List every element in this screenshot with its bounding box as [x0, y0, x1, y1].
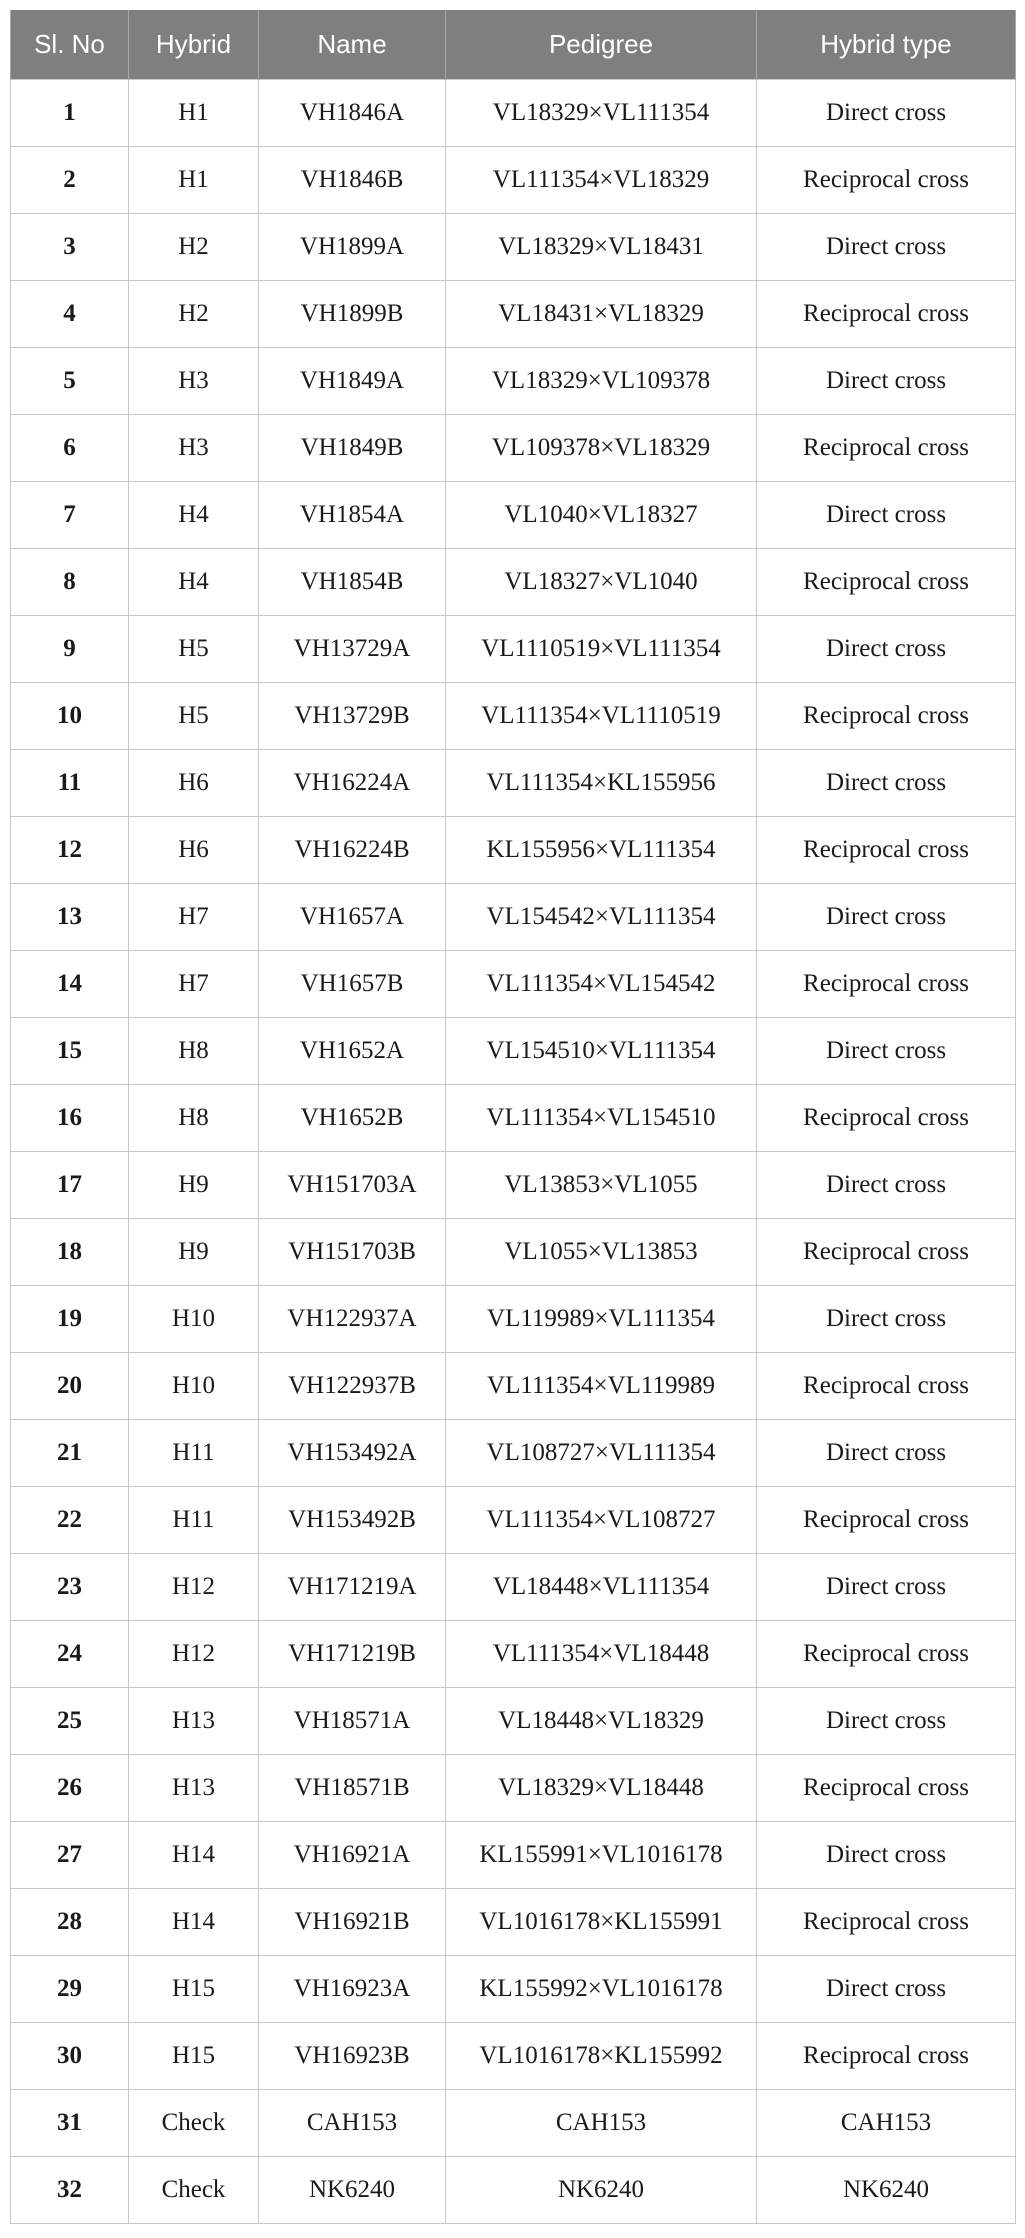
cell-name: VH13729B — [259, 683, 446, 750]
table-row — [11, 750, 1016, 817]
cell-hybrid-type: Reciprocal cross — [757, 2023, 1016, 2090]
cell-hybrid-type: Reciprocal cross — [757, 951, 1016, 1018]
cell-pedigree: NK6240 — [446, 2157, 757, 2224]
cell-hybrid: H4 — [129, 549, 259, 616]
table-row — [11, 80, 1016, 147]
cell-hybrid-type: Direct cross — [757, 482, 1016, 549]
cell-name: VH16224B — [259, 817, 446, 884]
cell-hybrid: H1 — [129, 147, 259, 214]
cell-pedigree: VL119989×VL111354 — [446, 1286, 757, 1353]
cell-name: VH18571A — [259, 1688, 446, 1755]
cell-pedigree: VL13853×VL1055 — [446, 1152, 757, 1219]
cell-name: VH171219A — [259, 1554, 446, 1621]
cell-name: VH1849A — [259, 348, 446, 415]
cell-pedigree: VL18329×VL18448 — [446, 1755, 757, 1822]
header-hybrid: Hybrid — [129, 10, 259, 80]
cell-name: VH1899B — [259, 281, 446, 348]
cell-hybrid: H10 — [129, 1286, 259, 1353]
cell-sl-no: 5 — [11, 348, 129, 415]
table-row — [11, 2090, 1016, 2157]
table-row — [11, 2157, 1016, 2224]
cell-name: VH1652A — [259, 1018, 446, 1085]
cell-sl-no: 2 — [11, 147, 129, 214]
cell-hybrid: H9 — [129, 1152, 259, 1219]
cell-pedigree: KL155992×VL1016178 — [446, 1956, 757, 2023]
cell-hybrid-type: Direct cross — [757, 1956, 1016, 2023]
table-row — [11, 1554, 1016, 1621]
cell-hybrid: Check — [129, 2157, 259, 2224]
cell-sl-no: 9 — [11, 616, 129, 683]
cell-sl-no: 16 — [11, 1085, 129, 1152]
cell-sl-no: 8 — [11, 549, 129, 616]
cell-pedigree: VL154542×VL111354 — [446, 884, 757, 951]
cell-name: VH16921B — [259, 1889, 446, 1956]
cell-pedigree: VL1055×VL13853 — [446, 1219, 757, 1286]
cell-hybrid: Check — [129, 2090, 259, 2157]
cell-hybrid: H13 — [129, 1755, 259, 1822]
cell-pedigree: VL1040×VL18327 — [446, 482, 757, 549]
table-row — [11, 616, 1016, 683]
cell-hybrid-type: Direct cross — [757, 1152, 1016, 1219]
cell-pedigree: VL111354×VL154542 — [446, 951, 757, 1018]
cell-sl-no: 17 — [11, 1152, 129, 1219]
cell-sl-no: 12 — [11, 817, 129, 884]
cell-hybrid-type: NK6240 — [757, 2157, 1016, 2224]
cell-sl-no: 31 — [11, 2090, 129, 2157]
cell-hybrid-type: Direct cross — [757, 1554, 1016, 1621]
cell-hybrid-type: Reciprocal cross — [757, 1755, 1016, 1822]
cell-sl-no: 29 — [11, 1956, 129, 2023]
cell-sl-no: 22 — [11, 1487, 129, 1554]
cell-name: VH16923A — [259, 1956, 446, 2023]
cell-name: VH1854A — [259, 482, 446, 549]
cell-hybrid-type: Direct cross — [757, 1420, 1016, 1487]
cell-pedigree: KL155991×VL1016178 — [446, 1822, 757, 1889]
cell-name: VH1846B — [259, 147, 446, 214]
cell-sl-no: 23 — [11, 1554, 129, 1621]
cell-sl-no: 3 — [11, 214, 129, 281]
cell-pedigree: VL111354×VL108727 — [446, 1487, 757, 1554]
cell-hybrid-type: Direct cross — [757, 1018, 1016, 1085]
cell-hybrid: H4 — [129, 482, 259, 549]
cell-pedigree: VL18448×VL18329 — [446, 1688, 757, 1755]
header-hybrid-type: Hybrid type — [757, 10, 1016, 80]
cell-pedigree: VL18329×VL18431 — [446, 214, 757, 281]
cell-sl-no: 21 — [11, 1420, 129, 1487]
table-row — [11, 951, 1016, 1018]
cell-hybrid: H8 — [129, 1085, 259, 1152]
cell-hybrid-type: Reciprocal cross — [757, 147, 1016, 214]
cell-name: VH1849B — [259, 415, 446, 482]
cell-hybrid-type: Reciprocal cross — [757, 549, 1016, 616]
cell-hybrid: H2 — [129, 281, 259, 348]
table-row — [11, 1956, 1016, 2023]
table-row — [11, 817, 1016, 884]
cell-hybrid-type: Direct cross — [757, 884, 1016, 951]
cell-hybrid: H7 — [129, 951, 259, 1018]
table-row — [11, 1420, 1016, 1487]
cell-name: VH151703A — [259, 1152, 446, 1219]
cell-sl-no: 25 — [11, 1688, 129, 1755]
cell-name: VH153492A — [259, 1420, 446, 1487]
cell-sl-no: 28 — [11, 1889, 129, 1956]
table-row — [11, 1621, 1016, 1688]
cell-sl-no: 20 — [11, 1353, 129, 1420]
cell-name: VH153492B — [259, 1487, 446, 1554]
cell-sl-no: 14 — [11, 951, 129, 1018]
cell-pedigree: VL18327×VL1040 — [446, 549, 757, 616]
cell-name: VH171219B — [259, 1621, 446, 1688]
cell-hybrid: H3 — [129, 415, 259, 482]
table-row — [11, 415, 1016, 482]
cell-pedigree: VL1016178×KL155992 — [446, 2023, 757, 2090]
cell-sl-no: 27 — [11, 1822, 129, 1889]
table-row — [11, 1353, 1016, 1420]
cell-name: VH122937B — [259, 1353, 446, 1420]
cell-hybrid-type: Direct cross — [757, 750, 1016, 817]
cell-pedigree: VL111354×VL18329 — [446, 147, 757, 214]
cell-sl-no: 19 — [11, 1286, 129, 1353]
cell-name: VH16923B — [259, 2023, 446, 2090]
cell-hybrid-type: Reciprocal cross — [757, 1621, 1016, 1688]
cell-hybrid: H14 — [129, 1822, 259, 1889]
cell-pedigree: VL18448×VL111354 — [446, 1554, 757, 1621]
cell-name: CAH153 — [259, 2090, 446, 2157]
cell-pedigree: VL18329×VL111354 — [446, 80, 757, 147]
cell-hybrid-type: Reciprocal cross — [757, 1219, 1016, 1286]
cell-hybrid-type: Reciprocal cross — [757, 683, 1016, 750]
cell-hybrid-type: Direct cross — [757, 214, 1016, 281]
cell-sl-no: 24 — [11, 1621, 129, 1688]
cell-pedigree: VL108727×VL111354 — [446, 1420, 757, 1487]
cell-hybrid: H12 — [129, 1554, 259, 1621]
cell-sl-no: 4 — [11, 281, 129, 348]
cell-pedigree: VL111354×VL18448 — [446, 1621, 757, 1688]
cell-hybrid: H5 — [129, 616, 259, 683]
cell-sl-no: 1 — [11, 80, 129, 147]
header-pedigree: Pedigree — [446, 10, 757, 80]
cell-hybrid-type: Direct cross — [757, 1286, 1016, 1353]
cell-hybrid-type: Direct cross — [757, 1688, 1016, 1755]
cell-name: VH1846A — [259, 80, 446, 147]
cell-hybrid-type: Reciprocal cross — [757, 281, 1016, 348]
cell-pedigree: VL111354×VL1110519 — [446, 683, 757, 750]
cell-sl-no: 10 — [11, 683, 129, 750]
cell-pedigree: VL1016178×KL155991 — [446, 1889, 757, 1956]
table-row — [11, 549, 1016, 616]
cell-hybrid: H11 — [129, 1487, 259, 1554]
cell-hybrid: H15 — [129, 2023, 259, 2090]
cell-pedigree: CAH153 — [446, 2090, 757, 2157]
table-row — [11, 281, 1016, 348]
cell-sl-no: 32 — [11, 2157, 129, 2224]
cell-hybrid: H6 — [129, 750, 259, 817]
cell-sl-no: 7 — [11, 482, 129, 549]
cell-hybrid: H2 — [129, 214, 259, 281]
cell-name: VH16921A — [259, 1822, 446, 1889]
cell-pedigree: VL111354×KL155956 — [446, 750, 757, 817]
cell-hybrid-type: Direct cross — [757, 1822, 1016, 1889]
cell-hybrid-type: Direct cross — [757, 348, 1016, 415]
cell-sl-no: 6 — [11, 415, 129, 482]
cell-sl-no: 15 — [11, 1018, 129, 1085]
cell-hybrid: H14 — [129, 1889, 259, 1956]
table-row — [11, 2023, 1016, 2090]
cell-name: VH13729A — [259, 616, 446, 683]
cell-pedigree: VL18431×VL18329 — [446, 281, 757, 348]
cell-hybrid: H15 — [129, 1956, 259, 2023]
table-row — [11, 683, 1016, 750]
table-row — [11, 1889, 1016, 1956]
cell-hybrid-type: Reciprocal cross — [757, 415, 1016, 482]
cell-pedigree: KL155956×VL111354 — [446, 817, 757, 884]
cell-sl-no: 13 — [11, 884, 129, 951]
cell-sl-no: 26 — [11, 1755, 129, 1822]
hybrid-table — [10, 10, 1016, 2224]
cell-hybrid: H7 — [129, 884, 259, 951]
cell-pedigree: VL1110519×VL111354 — [446, 616, 757, 683]
cell-hybrid: H3 — [129, 348, 259, 415]
hybrid-table-container — [10, 10, 1015, 2224]
cell-name: VH1652B — [259, 1085, 446, 1152]
cell-hybrid: H9 — [129, 1219, 259, 1286]
cell-hybrid: H5 — [129, 683, 259, 750]
table-row — [11, 214, 1016, 281]
table-row — [11, 482, 1016, 549]
cell-hybrid: H12 — [129, 1621, 259, 1688]
cell-hybrid: H10 — [129, 1353, 259, 1420]
cell-hybrid: H13 — [129, 1688, 259, 1755]
cell-hybrid: H8 — [129, 1018, 259, 1085]
table-row — [11, 884, 1016, 951]
cell-name: VH122937A — [259, 1286, 446, 1353]
cell-name: VH1899A — [259, 214, 446, 281]
cell-hybrid-type: Reciprocal cross — [757, 1889, 1016, 1956]
table-row — [11, 1822, 1016, 1889]
cell-sl-no: 11 — [11, 750, 129, 817]
cell-hybrid-type: Direct cross — [757, 80, 1016, 147]
table-row — [11, 1018, 1016, 1085]
cell-hybrid-type: Reciprocal cross — [757, 1085, 1016, 1152]
cell-hybrid-type: CAH153 — [757, 2090, 1016, 2157]
table-row — [11, 1688, 1016, 1755]
table-row — [11, 1286, 1016, 1353]
cell-pedigree: VL111354×VL119989 — [446, 1353, 757, 1420]
table-row — [11, 1755, 1016, 1822]
cell-pedigree: VL154510×VL111354 — [446, 1018, 757, 1085]
table-header — [11, 10, 1016, 80]
table-row — [11, 1085, 1016, 1152]
header-name: Name — [259, 10, 446, 80]
header-row — [11, 10, 1016, 80]
cell-pedigree: VL111354×VL154510 — [446, 1085, 757, 1152]
cell-hybrid-type: Reciprocal cross — [757, 1353, 1016, 1420]
cell-sl-no: 18 — [11, 1219, 129, 1286]
cell-name: VH151703B — [259, 1219, 446, 1286]
cell-hybrid: H11 — [129, 1420, 259, 1487]
cell-name: VH18571B — [259, 1755, 446, 1822]
cell-hybrid-type: Reciprocal cross — [757, 1487, 1016, 1554]
cell-name: NK6240 — [259, 2157, 446, 2224]
cell-pedigree: VL18329×VL109378 — [446, 348, 757, 415]
table-body — [11, 80, 1016, 2224]
cell-pedigree: VL109378×VL18329 — [446, 415, 757, 482]
cell-hybrid-type: Reciprocal cross — [757, 817, 1016, 884]
table-row — [11, 1487, 1016, 1554]
cell-hybrid-type: Direct cross — [757, 616, 1016, 683]
cell-name: VH1657A — [259, 884, 446, 951]
cell-name: VH16224A — [259, 750, 446, 817]
cell-hybrid: H6 — [129, 817, 259, 884]
cell-hybrid: H1 — [129, 80, 259, 147]
cell-name: VH1657B — [259, 951, 446, 1018]
table-row — [11, 1219, 1016, 1286]
table-row — [11, 348, 1016, 415]
table-row — [11, 147, 1016, 214]
cell-sl-no: 30 — [11, 2023, 129, 2090]
cell-name: VH1854B — [259, 549, 446, 616]
header-sl-no: Sl. No — [11, 10, 129, 80]
table-row — [11, 1152, 1016, 1219]
